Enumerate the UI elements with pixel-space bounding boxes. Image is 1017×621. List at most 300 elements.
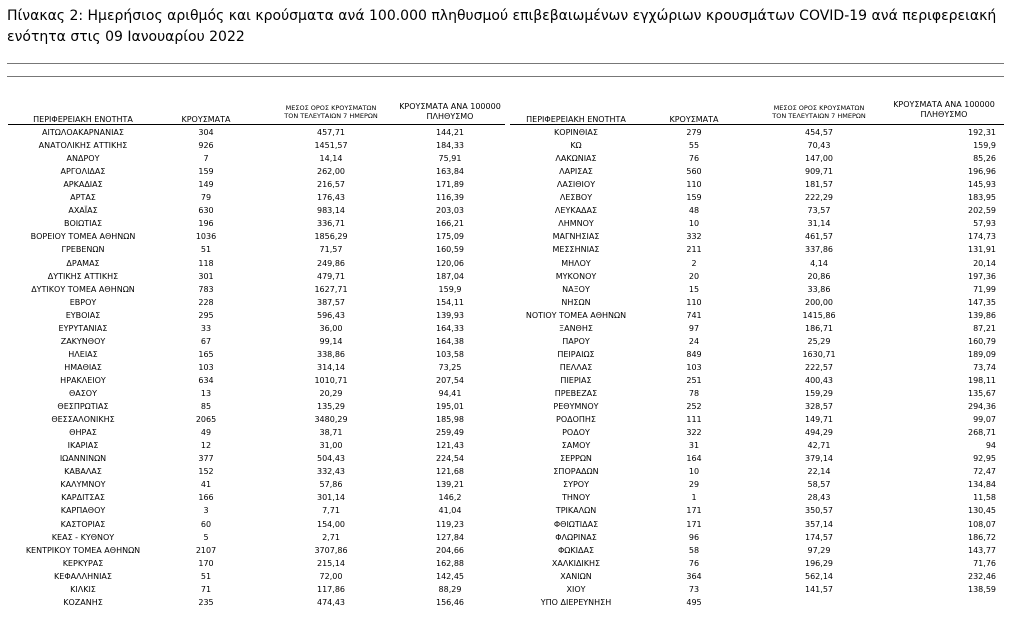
- per100k-cell: 135,67: [968, 389, 996, 398]
- avg-cell: 479,71: [317, 271, 345, 281]
- avg-cell: 504,43: [317, 454, 345, 464]
- per100k-cell: 71,99: [973, 284, 996, 294]
- table-row: [0, 165, 1017, 178]
- per100k-cell: 186,72: [968, 532, 996, 542]
- avg-cell: 461,57: [805, 232, 833, 242]
- region-cell: ΖΑΚΥΝΘΟΥ: [60, 336, 106, 346]
- avg-cell: 249,86: [317, 258, 345, 268]
- per100k-cell: 294,36: [968, 402, 996, 412]
- per100k-cell: 164,38: [436, 336, 464, 346]
- cases-cell: 252: [686, 402, 702, 412]
- cases-cell: 12: [200, 441, 212, 451]
- right-header-region: ΠΕΡΙΦΕΡΕΙΑΚΗ ΕΝΟΤΗΤΑ: [526, 115, 626, 124]
- table-row: [0, 491, 1017, 504]
- per100k-cell: 164,33: [436, 323, 464, 333]
- per100k-cell: 119,23: [436, 519, 464, 529]
- region-cell: ΑΙΤΩΛΟΑΚΑΡΝΑΝΙΑΣ: [42, 128, 124, 137]
- avg-cell: 314,14: [317, 362, 345, 372]
- region-cell: ΠΙΕΡΙΑΣ: [560, 375, 592, 385]
- cases-cell: 31: [688, 441, 700, 451]
- table-row: [0, 374, 1017, 387]
- per100k-cell: 145,93: [968, 180, 996, 190]
- avg-cell: 70,43: [807, 141, 831, 151]
- cases-cell: 159: [686, 193, 702, 203]
- cases-cell: 10: [688, 467, 700, 477]
- table-row: [0, 531, 1017, 544]
- region-cell: ΞΑΝΘΗΣ: [559, 323, 593, 333]
- table-row: [0, 204, 1017, 217]
- region-cell: ΣΠΟΡΑΔΩΝ: [553, 467, 599, 477]
- region-cell: ΓΡΕΒΕΝΩΝ: [61, 245, 105, 255]
- region-cell: ΜΑΓΝΗΣΙΑΣ: [552, 232, 600, 242]
- region-cell: ΑΝΔΡΟΥ: [66, 154, 100, 164]
- per100k-cell: 116,39: [436, 193, 464, 203]
- avg-cell: 42,71: [807, 441, 831, 451]
- region-cell: ΠΕΛΛΑΣ: [559, 362, 593, 372]
- region-cell: ΠΕΙΡΑΙΩΣ: [557, 349, 595, 359]
- region-cell: ΡΟΔΟΥ: [562, 428, 590, 438]
- region-cell: ΙΚΑΡΙΑΣ: [67, 441, 99, 451]
- region-cell: ΚΟΡΙΝΘΙΑΣ: [554, 128, 598, 137]
- region-cell: ΕΥΡΥΤΑΝΙΑΣ: [58, 323, 108, 333]
- cases-cell: 76: [688, 558, 700, 568]
- avg-cell: 135,29: [317, 402, 345, 412]
- cases-cell: 279: [686, 128, 702, 137]
- per100k-cell: 203,03: [436, 206, 464, 216]
- region-cell: ΠΑΡΟΥ: [562, 336, 590, 346]
- cases-cell: 228: [198, 297, 214, 307]
- avg-cell: 7,71: [322, 506, 340, 516]
- region-cell: ΣΥΡΟΥ: [563, 480, 589, 490]
- per100k-cell: 94: [985, 441, 996, 451]
- per100k-cell: 143,77: [968, 545, 996, 555]
- per100k-cell: 156,46: [436, 597, 464, 607]
- per100k-cell: 103,58: [436, 349, 464, 359]
- cases-cell: 1: [691, 493, 697, 503]
- per100k-cell: 87,21: [973, 323, 996, 333]
- cases-cell: 166: [198, 493, 214, 503]
- avg-cell: 147,00: [805, 154, 833, 164]
- per100k-cell: 139,86: [968, 310, 996, 320]
- region-cell: ΡΟΔΟΠΗΣ: [556, 415, 596, 425]
- per100k-cell: 163,84: [436, 167, 464, 177]
- cases-cell: 304: [198, 128, 214, 137]
- cases-cell: 48: [688, 206, 700, 216]
- table-row: [0, 230, 1017, 243]
- avg-cell: 99,14: [319, 336, 343, 346]
- region-cell: ΚΩ: [570, 141, 582, 151]
- avg-cell: 562,14: [805, 571, 833, 581]
- avg-cell: 262,00: [317, 167, 345, 177]
- per100k-cell: 160,79: [968, 336, 996, 346]
- table-row: [0, 270, 1017, 283]
- cases-cell: 103: [686, 362, 702, 372]
- divider-top: [7, 63, 1004, 64]
- cases-cell: 196: [198, 219, 214, 229]
- avg-cell: 200,00: [805, 297, 833, 307]
- cases-cell: 3: [203, 506, 209, 516]
- avg-cell: 149,71: [805, 415, 833, 425]
- per100k-cell: 195,01: [436, 402, 464, 412]
- avg-cell: 2,71: [322, 532, 340, 542]
- region-cell: ΚΟΖΑΝΗΣ: [63, 597, 103, 607]
- region-cell: ΜΗΛΟΥ: [561, 258, 591, 268]
- per100k-cell: 259,49: [436, 428, 464, 438]
- per100k-cell: 166,21: [436, 219, 464, 229]
- cases-cell: 97: [688, 323, 700, 333]
- avg-cell: 25,29: [807, 336, 831, 346]
- per100k-cell: 183,95: [968, 193, 996, 203]
- left-header-avg: [272, 104, 390, 120]
- table-row: [0, 400, 1017, 413]
- right-header-cases: ΚΡΟΥΣΜΑΤΑ: [669, 115, 719, 124]
- avg-cell: 379,14: [805, 454, 833, 464]
- per100k-cell: 127,84: [436, 532, 464, 542]
- table-row: [0, 570, 1017, 583]
- avg-cell: 154,00: [317, 519, 345, 529]
- cases-cell: 171: [686, 506, 702, 516]
- left-header-region: ΠΕΡΙΦΕΡΕΙΑΚΗ ΕΝΟΤΗΤΑ: [33, 115, 133, 124]
- per100k-cell: 71,76: [973, 558, 996, 568]
- region-cell: ΕΒΡΟΥ: [69, 297, 97, 307]
- per100k-cell: 184,33: [436, 141, 464, 151]
- table-row: [0, 478, 1017, 491]
- cases-cell: 76: [688, 154, 700, 164]
- cases-cell: 170: [198, 558, 214, 568]
- avg-cell: 216,57: [317, 180, 345, 190]
- avg-cell: 215,14: [317, 558, 345, 568]
- avg-cell: 31,00: [319, 441, 343, 451]
- cases-cell: 10: [688, 219, 700, 229]
- cases-cell: 364: [686, 571, 702, 581]
- avg-cell: 57,86: [319, 480, 343, 490]
- per100k-cell: 197,36: [968, 271, 996, 281]
- avg-cell: 1630,71: [802, 349, 836, 359]
- avg-cell: 159,29: [805, 389, 833, 398]
- per100k-cell: 175,09: [436, 232, 464, 242]
- region-cell: ΚΑΡΠΑΘΟΥ: [60, 506, 106, 516]
- region-cell: ΒΟΙΩΤΙΑΣ: [63, 219, 103, 229]
- table-row: [0, 257, 1017, 270]
- avg-cell: 596,43: [317, 310, 345, 320]
- region-cell: ΝΑΞΟΥ: [562, 284, 590, 294]
- cases-cell: 2107: [195, 545, 217, 555]
- per100k-cell: 198,11: [968, 375, 996, 385]
- cases-cell: 60: [200, 519, 212, 529]
- region-cell: ΛΕΣΒΟΥ: [559, 193, 593, 203]
- region-cell: ΗΡΑΚΛΕΙΟΥ: [60, 375, 106, 385]
- table-row: [0, 152, 1017, 165]
- cases-cell: 79: [200, 193, 212, 203]
- cases-cell: 29: [688, 480, 700, 490]
- cases-cell: 24: [688, 336, 700, 346]
- table-row: [0, 452, 1017, 465]
- region-cell: ΜΕΣΣΗΝΙΑΣ: [552, 245, 600, 255]
- left-header-underline: [8, 124, 505, 125]
- cases-cell: 171: [686, 519, 702, 529]
- region-cell: ΕΥΒΟΙΑΣ: [65, 310, 101, 320]
- per100k-cell: 73,74: [973, 362, 996, 372]
- cases-cell: 71: [200, 584, 212, 594]
- table-row: [0, 243, 1017, 256]
- avg-cell: 28,43: [807, 493, 831, 503]
- cases-cell: 13: [200, 389, 212, 398]
- avg-cell: 332,43: [317, 467, 345, 477]
- avg-cell: 222,29: [805, 193, 833, 203]
- table-row: [0, 335, 1017, 348]
- divider-bottom: [7, 76, 1004, 77]
- per100k-cell: 134,84: [968, 480, 996, 490]
- region-cell: ΦΛΩΡΙΝΑΣ: [555, 532, 597, 542]
- per100k-cell: 144,21: [436, 128, 464, 137]
- per100k-cell: 121,43: [436, 441, 464, 451]
- region-cell: ΦΩΚΙΔΑΣ: [557, 545, 594, 555]
- table-row: [0, 139, 1017, 152]
- avg-cell: 72,00: [319, 571, 343, 581]
- table-row: [0, 557, 1017, 570]
- per100k-cell: 202,59: [968, 206, 996, 216]
- region-cell: ΚΕΑΣ - ΚΥΘΝΟΥ: [51, 532, 115, 542]
- region-cell: ΧΑΝΙΩΝ: [560, 571, 592, 581]
- cases-cell: 783: [198, 284, 214, 294]
- per100k-cell: 204,66: [436, 545, 464, 555]
- avg-cell: 301,14: [317, 493, 345, 503]
- region-cell: ΜΥΚΟΝΟΥ: [555, 271, 597, 281]
- region-cell: ΚΑΣΤΟΡΙΑΣ: [60, 519, 106, 529]
- region-cell: ΡΕΘΥΜΝΟΥ: [553, 402, 599, 412]
- region-cell: ΧΑΛΚΙΔΙΚΗΣ: [551, 558, 601, 568]
- region-cell: ΛΑΣΙΘΙΟΥ: [556, 180, 596, 190]
- region-cell: ΠΡΕΒΕΖΑΣ: [554, 389, 598, 398]
- avg-cell: 141,57: [805, 584, 833, 594]
- region-cell: ΙΩΑΝΝΙΝΩΝ: [59, 454, 107, 464]
- avg-cell: 1627,71: [314, 284, 348, 294]
- region-cell: ΚΑΛΥΜΝΟΥ: [60, 480, 106, 490]
- cases-cell: 377: [198, 454, 214, 464]
- per100k-cell: 75,91: [438, 154, 462, 164]
- avg-cell: 357,14: [805, 519, 833, 529]
- cases-cell: 55: [688, 141, 700, 151]
- left-header-per100k-line2: ΠΛΗΘΥΣΜΟ: [426, 112, 474, 121]
- avg-cell: 14,14: [319, 154, 343, 164]
- region-cell: ΝΟΤΙΟΥ ΤΟΜΕΑ ΑΘΗΝΩΝ: [525, 310, 627, 320]
- avg-cell: 338,86: [317, 349, 345, 359]
- avg-cell: 38,71: [319, 428, 343, 438]
- avg-cell: 176,43: [317, 193, 345, 203]
- table-row: [0, 387, 1017, 400]
- avg-cell: 474,43: [317, 597, 345, 607]
- right-header-underline: [510, 124, 1004, 125]
- per100k-cell: 120,06: [436, 258, 464, 268]
- per100k-cell: 73,25: [438, 362, 462, 372]
- avg-cell: 97,29: [807, 545, 831, 555]
- table-caption: Πίνακας 2: Ημερήσιος αριθμός και κρούσματα ανά 100.000 πληθυσμού επιβεβαιωμένων εγχώριων κρουσμάτων COVID-19 ανά περιφερειακή ενότητα στις 09 Ιανουαρίου 2022: [7, 8, 997, 45]
- avg-cell: 196,29: [805, 558, 833, 568]
- cases-cell: 110: [686, 297, 702, 307]
- region-cell: ΚΕΡΚΥΡΑΣ: [62, 558, 104, 568]
- region-cell: ΣΑΜΟΥ: [561, 441, 591, 451]
- per100k-cell: 20,14: [973, 258, 996, 268]
- per100k-cell: 72,47: [973, 467, 996, 477]
- per100k-cell: 189,09: [968, 349, 996, 359]
- per100k-cell: 131,91: [968, 245, 996, 255]
- region-cell: ΚΙΛΚΙΣ: [70, 584, 96, 594]
- avg-cell: 457,71: [317, 128, 345, 137]
- avg-cell: 336,71: [317, 219, 345, 229]
- table-row: [0, 361, 1017, 374]
- cases-cell: 73: [688, 584, 700, 594]
- region-cell: ΑΡΚΑΔΙΑΣ: [63, 180, 103, 190]
- avg-cell: 117,86: [317, 584, 345, 594]
- avg-cell: 20,29: [319, 389, 343, 398]
- avg-cell: 222,57: [805, 362, 833, 372]
- cases-cell: 164: [686, 454, 702, 464]
- avg-cell: 22,14: [807, 467, 831, 477]
- region-cell: ΥΠΟ ΔΙΕΡΕΥΝΗΣΗ: [540, 597, 612, 607]
- per100k-cell: 185,98: [436, 415, 464, 425]
- cases-cell: 33: [200, 323, 212, 333]
- cases-cell: 332: [686, 232, 702, 242]
- cases-cell: 78: [688, 389, 700, 398]
- region-cell: ΣΕΡΡΩΝ: [560, 454, 592, 464]
- cases-cell: 741: [686, 310, 702, 320]
- left-header-per100k-line1: ΚΡΟΥΣΜΑΤΑ ΑΝΑ 100000: [399, 102, 501, 111]
- region-cell: ΗΜΑΘΙΑΣ: [64, 362, 102, 372]
- table-row: [0, 191, 1017, 204]
- region-cell: ΚΕΝΤΡΙΚΟΥ ΤΟΜΕΑ ΑΘΗΝΩΝ: [25, 545, 141, 555]
- table-row: [0, 296, 1017, 309]
- cases-cell: 58: [688, 545, 700, 555]
- region-cell: ΑΡΤΑΣ: [70, 193, 96, 203]
- table-row: [0, 596, 1017, 609]
- cases-cell: 5: [203, 532, 209, 542]
- region-cell: ΒΟΡΕΙΟΥ ΤΟΜΕΑ ΑΘΗΝΩΝ: [30, 232, 136, 242]
- per100k-cell: 142,45: [436, 571, 464, 581]
- avg-cell: 4,14: [810, 258, 828, 268]
- per100k-cell: 92,95: [973, 454, 996, 464]
- per100k-cell: 41,04: [438, 506, 462, 516]
- right-header-per100k: [880, 100, 1008, 120]
- cases-cell: 152: [198, 467, 214, 477]
- cases-cell: 20: [688, 271, 700, 281]
- per100k-cell: 139,21: [436, 480, 464, 490]
- table-row: [0, 465, 1017, 478]
- per100k-cell: 268,71: [968, 428, 996, 438]
- per100k-cell: 174,73: [968, 232, 996, 242]
- per100k-cell: 159,9: [973, 141, 996, 151]
- table-row: [0, 309, 1017, 322]
- table-row: [0, 518, 1017, 531]
- region-cell: ΛΑΚΩΝΙΑΣ: [555, 154, 597, 164]
- per100k-cell: 99,07: [973, 415, 996, 425]
- per100k-cell: 162,88: [436, 558, 464, 568]
- avg-cell: 1415,86: [802, 310, 836, 320]
- per100k-cell: 196,96: [968, 167, 996, 177]
- cases-cell: 159: [198, 167, 214, 177]
- avg-cell: 337,86: [805, 245, 833, 255]
- right-header-avg: [760, 104, 878, 120]
- cases-cell: 165: [198, 349, 214, 359]
- cases-cell: 926: [198, 141, 214, 151]
- per100k-cell: 108,07: [968, 519, 996, 529]
- table-row: [0, 504, 1017, 517]
- avg-cell: 33,86: [807, 284, 831, 294]
- right-header-per100k-line2: ΠΛΗΘΥΣΜΟ: [920, 110, 968, 119]
- per100k-cell: 232,46: [968, 571, 996, 581]
- cases-cell: 111: [686, 415, 702, 425]
- cases-cell: 7: [203, 154, 209, 164]
- per100k-cell: 192,31: [968, 128, 996, 137]
- avg-cell: 387,57: [317, 297, 345, 307]
- right-header-per100k-line1: ΚΡΟΥΣΜΑΤΑ ΑΝΑ 100000: [893, 100, 995, 109]
- per100k-cell: 224,54: [436, 454, 464, 464]
- region-cell: ΘΕΣΣΑΛΟΝΙΚΗΣ: [51, 415, 115, 425]
- avg-cell: 3707,86: [314, 545, 348, 555]
- region-cell: ΧΙΟΥ: [566, 584, 586, 594]
- per100k-cell: 94,41: [438, 389, 462, 398]
- region-cell: ΑΝΑΤΟΛΙΚΗΣ ΑΤΤΙΚΗΣ: [38, 141, 128, 151]
- cases-cell: 322: [686, 428, 702, 438]
- table-row: [0, 413, 1017, 426]
- region-cell: ΑΡΓΟΛΙΔΑΣ: [60, 167, 106, 177]
- cases-cell: 849: [686, 349, 702, 359]
- region-cell: ΘΕΣΠΡΩΤΙΑΣ: [57, 402, 109, 412]
- cases-cell: 2: [691, 258, 697, 268]
- region-cell: ΤΡΙΚΑΛΩΝ: [555, 506, 597, 516]
- avg-cell: 909,71: [805, 167, 833, 177]
- cases-cell: 211: [686, 245, 702, 255]
- cases-cell: 560: [686, 167, 702, 177]
- per100k-cell: 85,26: [973, 154, 996, 164]
- left-header-cases: ΚΡΟΥΣΜΑΤΑ: [181, 115, 231, 124]
- avg-cell: 36,00: [319, 323, 343, 333]
- cases-cell: 1036: [195, 232, 217, 242]
- cases-cell: 110: [686, 180, 702, 190]
- cases-cell: 295: [198, 310, 214, 320]
- right-header-avg-line1: ΜΕΣΟΣ ΟΡΟΣ ΚΡΟΥΣΜΑΤΩΝ: [773, 104, 865, 112]
- region-cell: ΘΑΣΟΥ: [68, 389, 97, 398]
- left-header-per100k: [386, 102, 514, 122]
- right-header-avg-line2: ΤΟΝ ΤΕΛΕΥΤΑΙΩΝ 7 ΗΜΕΡΩΝ: [772, 112, 866, 120]
- region-cell: ΔΡΑΜΑΣ: [66, 258, 100, 268]
- per100k-cell: 88,29: [438, 584, 462, 594]
- left-header-avg-line2: ΤΟΝ ΤΕΛΕΥΤΑΙΩΝ 7 ΗΜΕΡΩΝ: [284, 112, 378, 120]
- avg-cell: 58,57: [807, 480, 831, 490]
- cases-cell: 51: [200, 245, 212, 255]
- left-header-avg-line1: ΜΕΣΟΣ ΟΡΟΣ ΚΡΟΥΣΜΑΤΩΝ: [285, 104, 377, 112]
- cases-cell: 67: [200, 336, 212, 346]
- table-row: [0, 544, 1017, 557]
- per100k-cell: 139,93: [436, 310, 464, 320]
- avg-cell: 983,14: [317, 206, 345, 216]
- per100k-cell: 130,45: [968, 506, 996, 516]
- avg-cell: 1856,29: [314, 232, 348, 242]
- cases-cell: 235: [198, 597, 214, 607]
- avg-cell: 31,14: [807, 219, 831, 229]
- per100k-cell: 147,35: [968, 297, 996, 307]
- table-row: [0, 217, 1017, 230]
- cases-cell: 495: [686, 597, 702, 607]
- avg-cell: 1010,71: [314, 375, 348, 385]
- per100k-cell: 160,59: [436, 245, 464, 255]
- cases-cell: 49: [200, 428, 212, 438]
- avg-cell: 350,57: [805, 506, 833, 516]
- avg-cell: 20,86: [807, 271, 831, 281]
- table-row: [0, 348, 1017, 361]
- cases-cell: 41: [200, 480, 212, 490]
- cases-cell: 149: [198, 180, 214, 190]
- per100k-cell: 154,11: [436, 297, 464, 307]
